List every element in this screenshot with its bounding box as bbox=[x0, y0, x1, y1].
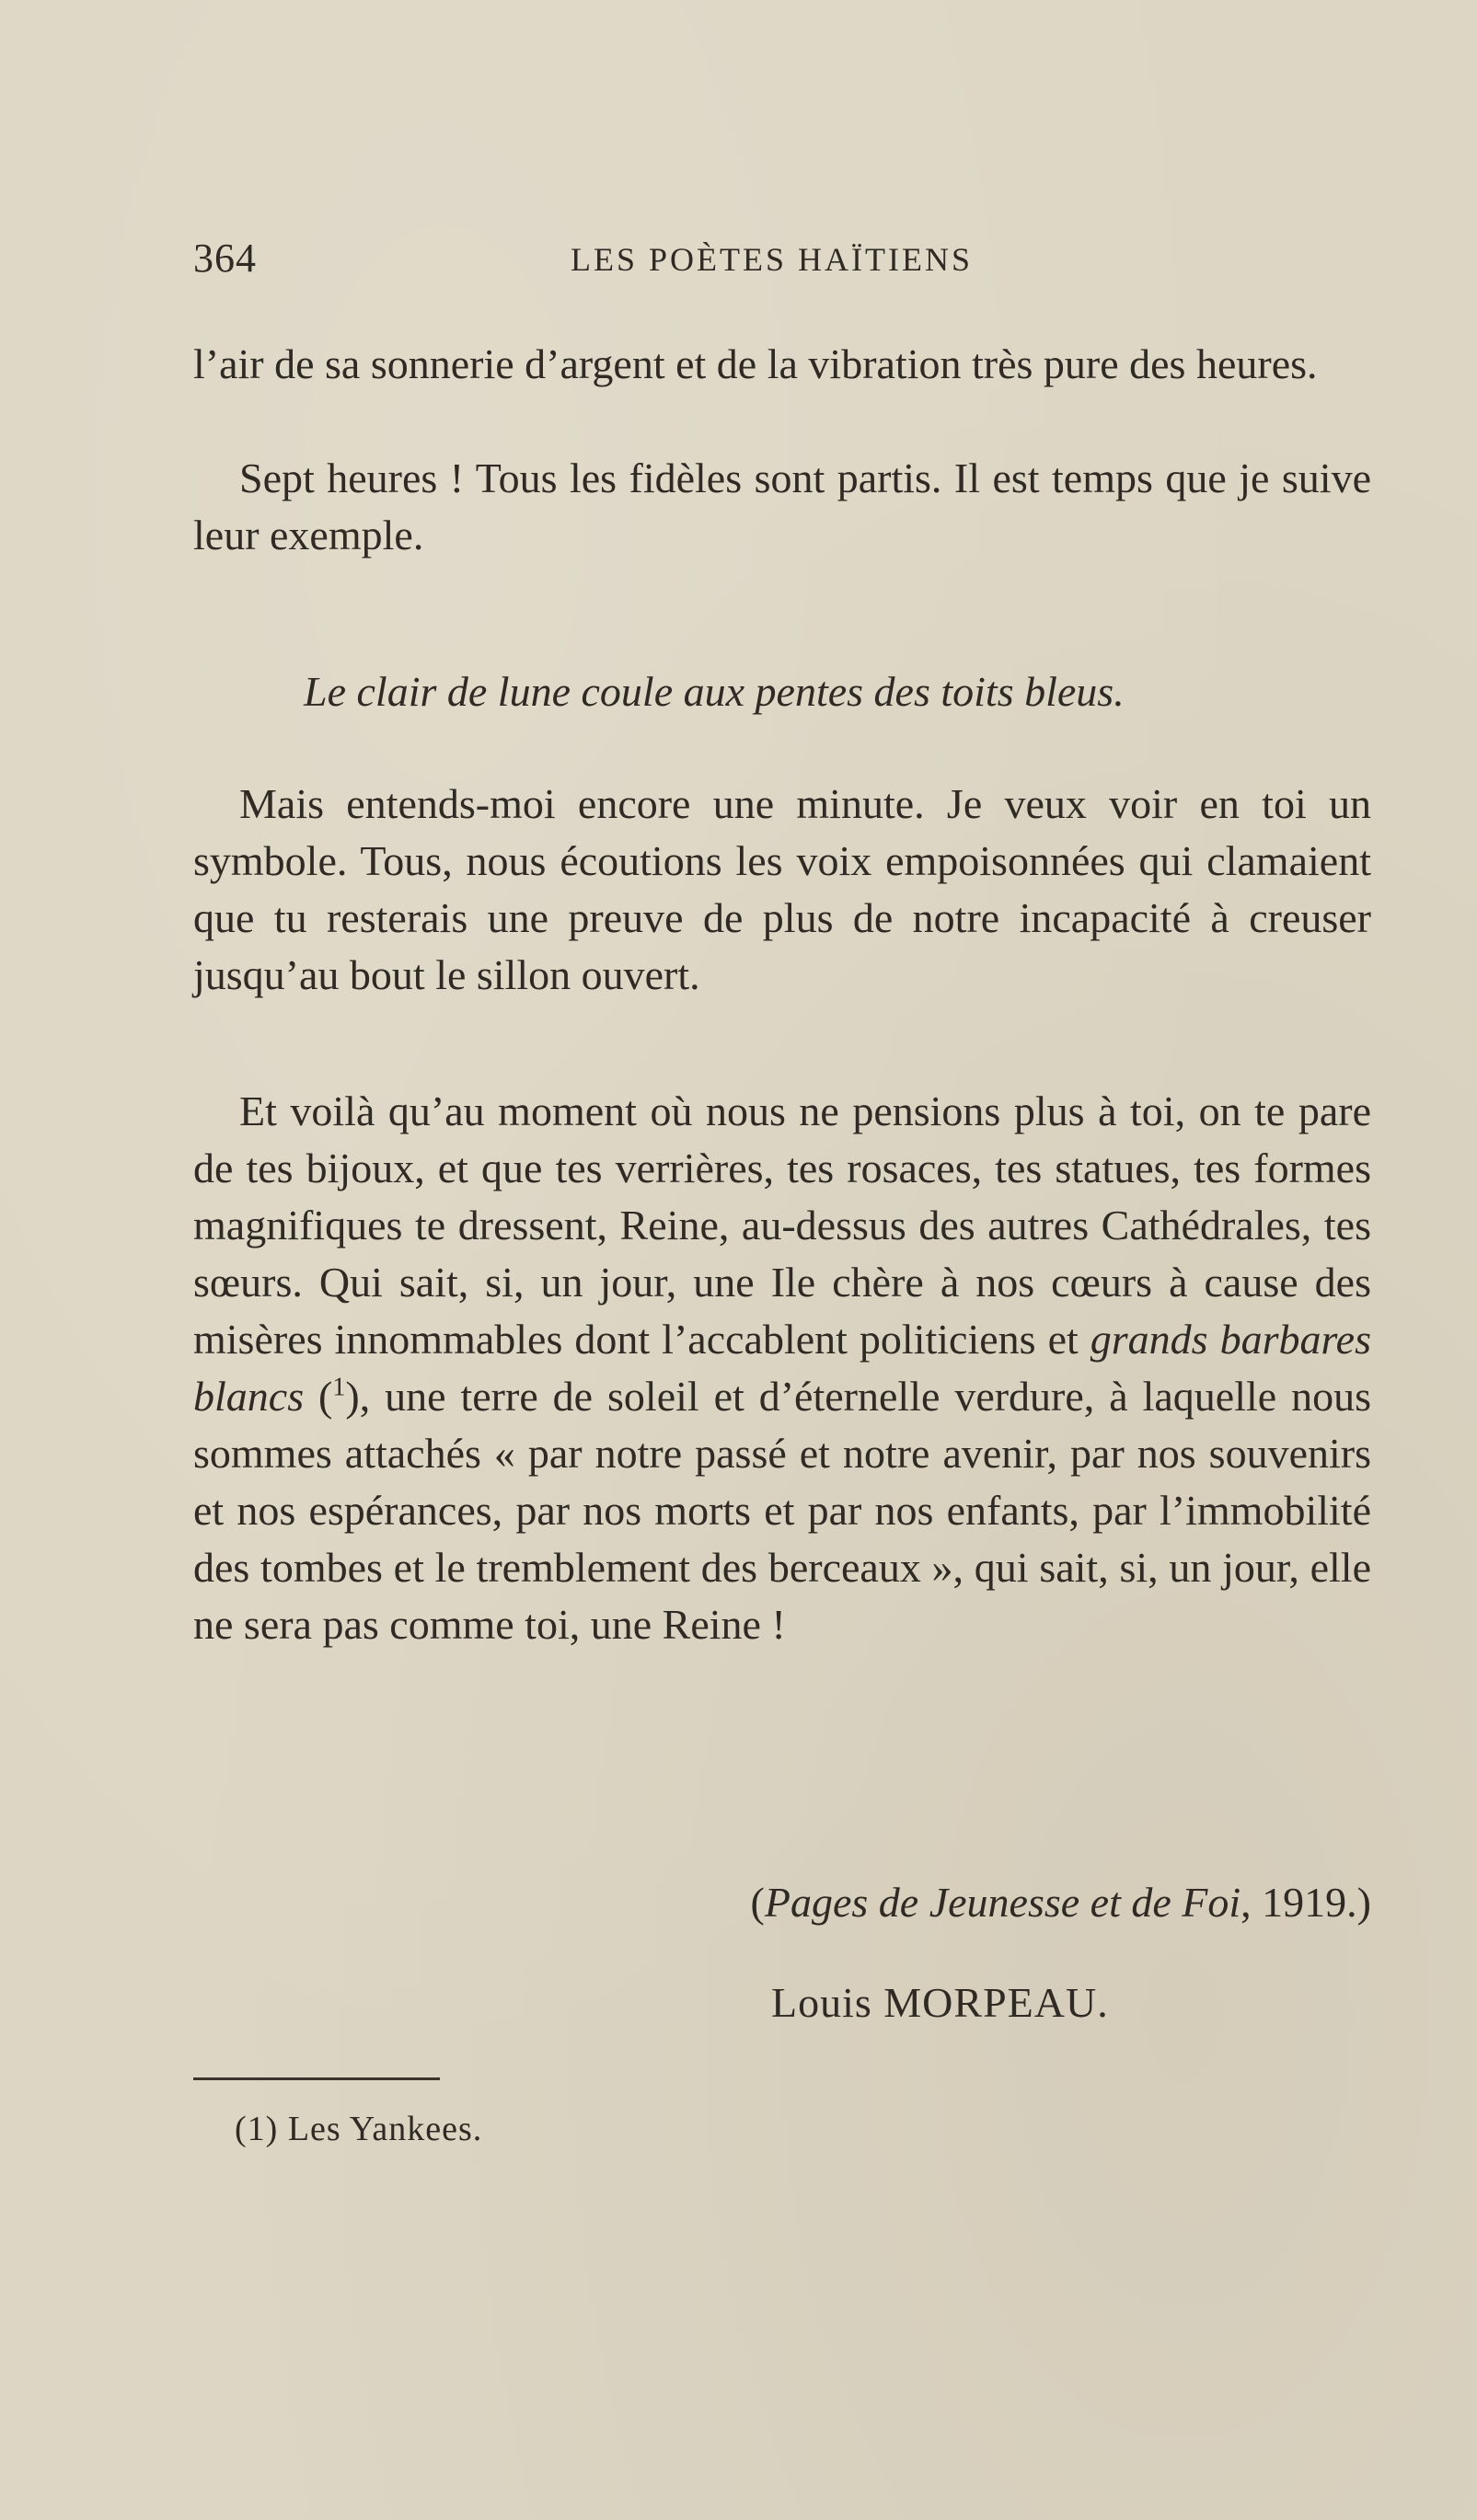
paragraph-continuation: l’air de sa sonnerie d’argent et de la vibration très pure des heures. bbox=[193, 340, 1318, 387]
italic-phrase: grands barbares blancs bbox=[193, 1316, 1372, 1420]
footnote-ref-close: ) bbox=[345, 1373, 360, 1420]
source-title: Pages de Jeunesse et de Foi bbox=[764, 1879, 1241, 1926]
page-number: 364 bbox=[193, 236, 257, 281]
footnote-ref-open: ( bbox=[304, 1373, 333, 1420]
epigraph-line: Le clair de lune coule aux pentes des toits bleus. bbox=[304, 668, 1125, 715]
footnote-mark: (1) bbox=[235, 2110, 279, 2148]
footnote-text: Les Yankees. bbox=[278, 2110, 483, 2148]
source-citation bbox=[751, 1878, 1371, 1927]
author-signature: Louis MORPEAU. bbox=[771, 1979, 1109, 2026]
source-open-paren: ( bbox=[750, 1879, 765, 1926]
page-header bbox=[193, 235, 1371, 290]
footnote-divider bbox=[193, 2077, 440, 2080]
paragraph-et-voila bbox=[193, 1083, 1371, 1653]
paragraph-et-text-1: Et voilà qu’au moment où nous ne pensions plus à toi, on te pare de tes bijoux, et que tes verrières, tes rosaces, tes statues, tes formes magnifiques te dressent, Reine, au-dessus des autres Cathédrales, tes sœurs. Qui sait, si, un jour, une Ile chère à nos cœurs à cause des misères innommables dont l’accablent politiciens et bbox=[193, 1087, 1371, 1363]
paragraph-et-text-2: , une terre de soleil et d’éternelle verdure, à laquelle nous sommes attachés « par notre passé et notre avenir, par nos souvenirs et nos espérances, par nos morts et par nos enfants, par l’immobilité des tombes et le tremblement des berceaux », qui sait, si, un jour, elle ne sera pas comme toi, une Reine ! bbox=[193, 1373, 1372, 1648]
paragraph-sept-heures: Sept heures ! Tous les fidèles sont partis. Il est temps que je suive leur exemple. bbox=[193, 455, 1371, 558]
source-year: , 1919.) bbox=[1240, 1879, 1371, 1926]
footnote bbox=[235, 2109, 482, 2149]
paragraph-mais: Mais entends-moi encore une minute. Je veux voir en toi un symbole. Tous, nous écoutions les voix empoisonnées qui clamaient que tu resterais une preuve de plus de notre incapacité à creuser jusqu’au bout le sillon ouvert. bbox=[193, 780, 1371, 998]
running-title: LES POÈTES HAÏTIENS bbox=[571, 241, 973, 278]
footnote-ref-number: 1 bbox=[332, 1373, 346, 1402]
